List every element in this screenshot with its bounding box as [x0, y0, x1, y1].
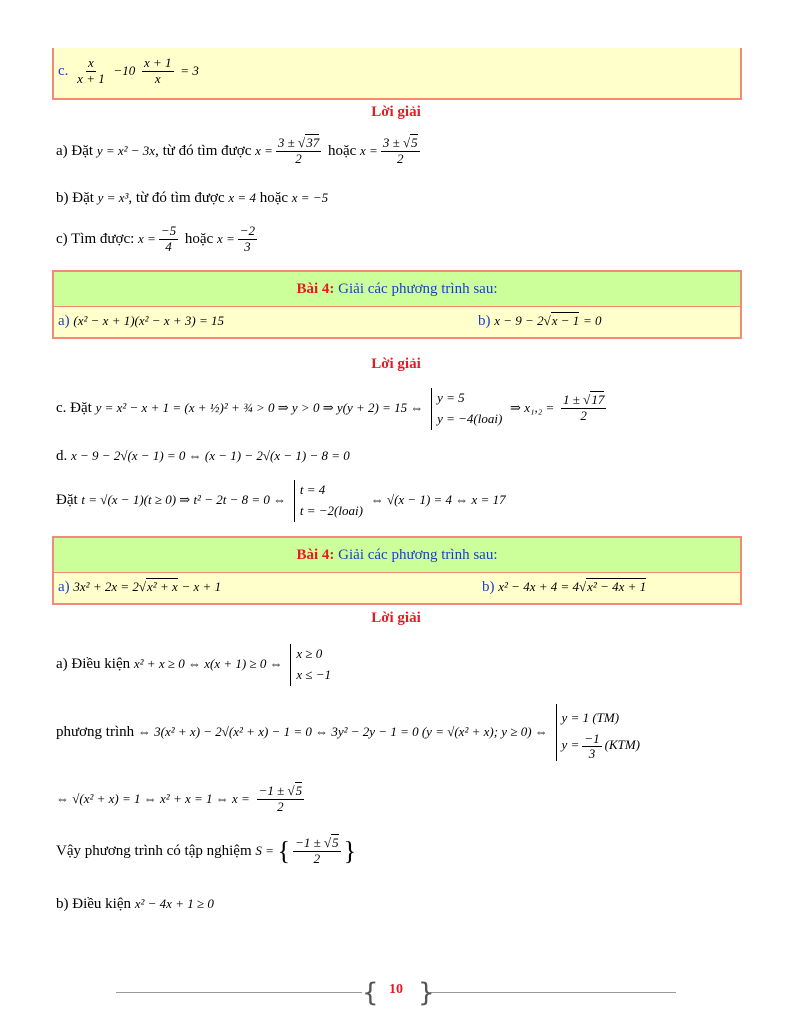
box2-b-eq-post: = 0 — [583, 313, 602, 328]
problem-box-top — [52, 48, 742, 100]
sol1-a-sub: y = x² − 3x — [96, 142, 156, 158]
sol1-a-text: , từ đó tìm được — [155, 142, 252, 159]
solution-heading-3: Lời giải — [371, 610, 421, 626]
sol3-pt-label: phương trình — [56, 723, 135, 740]
sol2-d — [56, 448, 350, 465]
sol3-vay-eq: S = — [255, 842, 274, 858]
sol3-ycase2-post: (KTM) — [604, 737, 641, 753]
problem-box-2-title-text: Giải các phương trình sau: — [334, 281, 498, 297]
footer-bracket-right: } — [418, 978, 435, 1008]
box3-b-eq-pre: x² − 4x + 4 = 4 — [498, 579, 580, 594]
sol3-acase2: x ≤ −1 — [296, 666, 332, 682]
sol3-vay: Vậy phương trình có tập nghiệm S = { $\frac{-1 \pm √5}{2}$ } — [56, 835, 357, 866]
sol2-t-cases — [294, 480, 363, 522]
sol3-a-cases — [290, 644, 331, 686]
box3-a-eq-pre: 3x² + 2x = 2 — [73, 579, 139, 594]
sol2-dat — [56, 480, 506, 522]
sol3-a-eq: x² + x ≥ 0 ⇔ x(x + 1) ≥ 0 ⇔ — [133, 656, 283, 672]
sol3-a — [56, 644, 335, 686]
sol2-c-label: c. Đặt — [56, 400, 92, 417]
sol2-d-label: d. — [56, 448, 68, 464]
sol1-b-sub: y = x³ — [97, 190, 129, 205]
coef: −10 — [113, 62, 136, 78]
problem-box-2-title — [54, 272, 740, 307]
sol2-c: c. Đặt y = x² − x + 1 = (x + ½)² + ¾ > 0 ⇒ y > 0 ⇒ y(y + 2) = 15 ⇔ y = 5 y = −4(loai) ⇒ x₁,₂ = $\frac{1 \pm √17}{2}$ — [56, 388, 609, 430]
box3-a-label: a) — [58, 579, 70, 595]
frac-x-over-x1: $\frac{x}{x + 1}$ — [77, 55, 105, 86]
sol1-a-label: a) Đặt — [56, 142, 94, 159]
sol2-c-result: ⇒ x₁,₂ = — [510, 400, 555, 416]
box2-a-label: a) — [58, 313, 70, 329]
problem-box-2 — [52, 270, 742, 339]
solution-heading-1: Lời giải — [371, 104, 421, 120]
footer-line-left — [116, 992, 362, 993]
sol3-line3-eq: ⇔ √(x² + x) = 1 ⇔ x² + x = 1 ⇔ x = — [56, 790, 250, 806]
problem-box-2-title-bold: Bài 4: — [296, 281, 335, 297]
sol3-line3: ⇔ √(x² + x) = 1 ⇔ x² + x = 1 ⇔ x = $\frac{-1 \pm √5}{2}$ — [56, 783, 303, 814]
sol1-c: c) Tìm được: x = $\frac{-5}{4}$ hoặc x = $\frac{-2}{3}$ — [56, 223, 256, 254]
sol2-dat-result: ⇔ √(x − 1) = 4 ⇔ x = 17 — [370, 492, 506, 508]
sol2-c-cases — [431, 388, 502, 430]
page-number: 10 — [389, 982, 403, 997]
footer-line-right — [430, 992, 676, 993]
sol3-pt — [56, 704, 644, 761]
sol1-a-or: hoặc — [327, 142, 357, 159]
sol1-a: a) Đặt y = x² − 3x, từ đó tìm được x = $\frac{3 \pm √37}{2}$ hoặc x = $\frac{3 \pm √5}{2}$ — [56, 135, 418, 166]
sol2-dat-label: Đặt — [56, 492, 78, 509]
sol1-b — [56, 190, 328, 207]
problem-box-3-items: a) 3x² + 2x = 2√x² + x − x + 1 b) x² − 4x + 4 = 4√x² − 4x + 1 — [54, 573, 740, 603]
sol1-b-label: b) Đặt — [56, 190, 94, 206]
sol3-pt-eq: ⇔ 3(x² + x) − 2√(x² + x) − 1 = 0 ⇔ 3y² − 2y − 1 = 0 (y = √(x² + x); y ≥ 0) ⇔ — [137, 723, 548, 739]
sol1-c-label: c) Tìm được: — [56, 230, 135, 247]
sol2-c-eq: y = x² − x + 1 = (x + ½)² + ¾ > 0 ⇒ y > 0 ⇒ y(y + 2) = 15 ⇔ — [95, 400, 424, 416]
problem-c — [58, 56, 199, 87]
eq-tail: = 3 — [180, 62, 199, 78]
sol3-ycase1: y = 1 (TM) — [561, 710, 620, 725]
sol3-y-cases: y = 1 (TM) y = $\frac{-1}{3}$ (KTM) — [556, 704, 640, 761]
box3-b-label: b) — [482, 579, 495, 595]
sol3-b-eq: x² − 4x + 1 ≥ 0 — [134, 896, 214, 911]
problem-box-3-title-bold: Bài 4: — [296, 547, 335, 563]
problem-box-3-title — [54, 538, 740, 573]
sol1-b-x1: x = 4 — [228, 190, 256, 205]
box3-a-eq-post: − x + 1 — [181, 579, 222, 594]
solution-heading-2: Lời giải — [371, 356, 421, 372]
sol2-dat-eq: t = √(x − 1)(t ≥ 0) ⇒ t² − 2t − 8 = 0 ⇔ — [81, 492, 287, 508]
problem-box-3 — [52, 536, 742, 605]
sol3-a-label: a) Điều kiện — [56, 656, 131, 673]
box2-b-eq-pre: x − 9 − 2 — [494, 313, 544, 328]
box3-b-eq-rad: x² − 4x + 1 — [587, 579, 647, 594]
sol1-c-or: hoặc — [184, 230, 214, 247]
sol1-b-or: hoặc — [259, 190, 289, 206]
sol2-tcase2: t = −2(loai) — [299, 502, 363, 518]
box2-b-label: b) — [478, 313, 491, 329]
frac-x1-over-x: $\frac{x + 1}{x}$ — [144, 55, 172, 86]
sol2-d-eq: x − 9 − 2√(x − 1) = 0 ⇔ (x − 1) − 2√(x − 1) − 8 = 0 — [71, 448, 350, 463]
sol2-case1: y = 5 — [437, 390, 465, 405]
footer-bracket-left: { — [362, 978, 379, 1008]
box2-a-eq: (x² − x + 1)(x² − x + 3) = 15 — [73, 313, 224, 328]
box2-b-eq-rad: x − 1 — [551, 313, 580, 328]
problem-box-top-body — [54, 48, 740, 98]
sol3-acase1: x ≥ 0 — [296, 646, 323, 661]
problem-box-2-items: a) (x² − x + 1)(x² − x + 3) = 15 b) x − 9 − 2√x − 1 = 0 — [54, 307, 740, 337]
problem-box-3-title-text: Giải các phương trình sau: — [334, 547, 498, 563]
sol2-case2: y = −4(loai) — [437, 410, 503, 426]
problem-c-label: c. — [58, 62, 69, 79]
sol2-tcase1: t = 4 — [299, 482, 326, 497]
sol3-vay-label: Vậy phương trình có tập nghiệm — [56, 842, 252, 859]
sol3-b — [56, 896, 214, 913]
box3-a-eq-rad: x² + x — [147, 579, 178, 594]
sol1-b-x2: x = −5 — [291, 190, 329, 205]
sol3-b-label: b) Điều kiện — [56, 896, 131, 912]
sol3-ycase2-pre: y = — [561, 737, 580, 753]
sol1-b-text: , từ đó tìm được — [128, 190, 225, 206]
